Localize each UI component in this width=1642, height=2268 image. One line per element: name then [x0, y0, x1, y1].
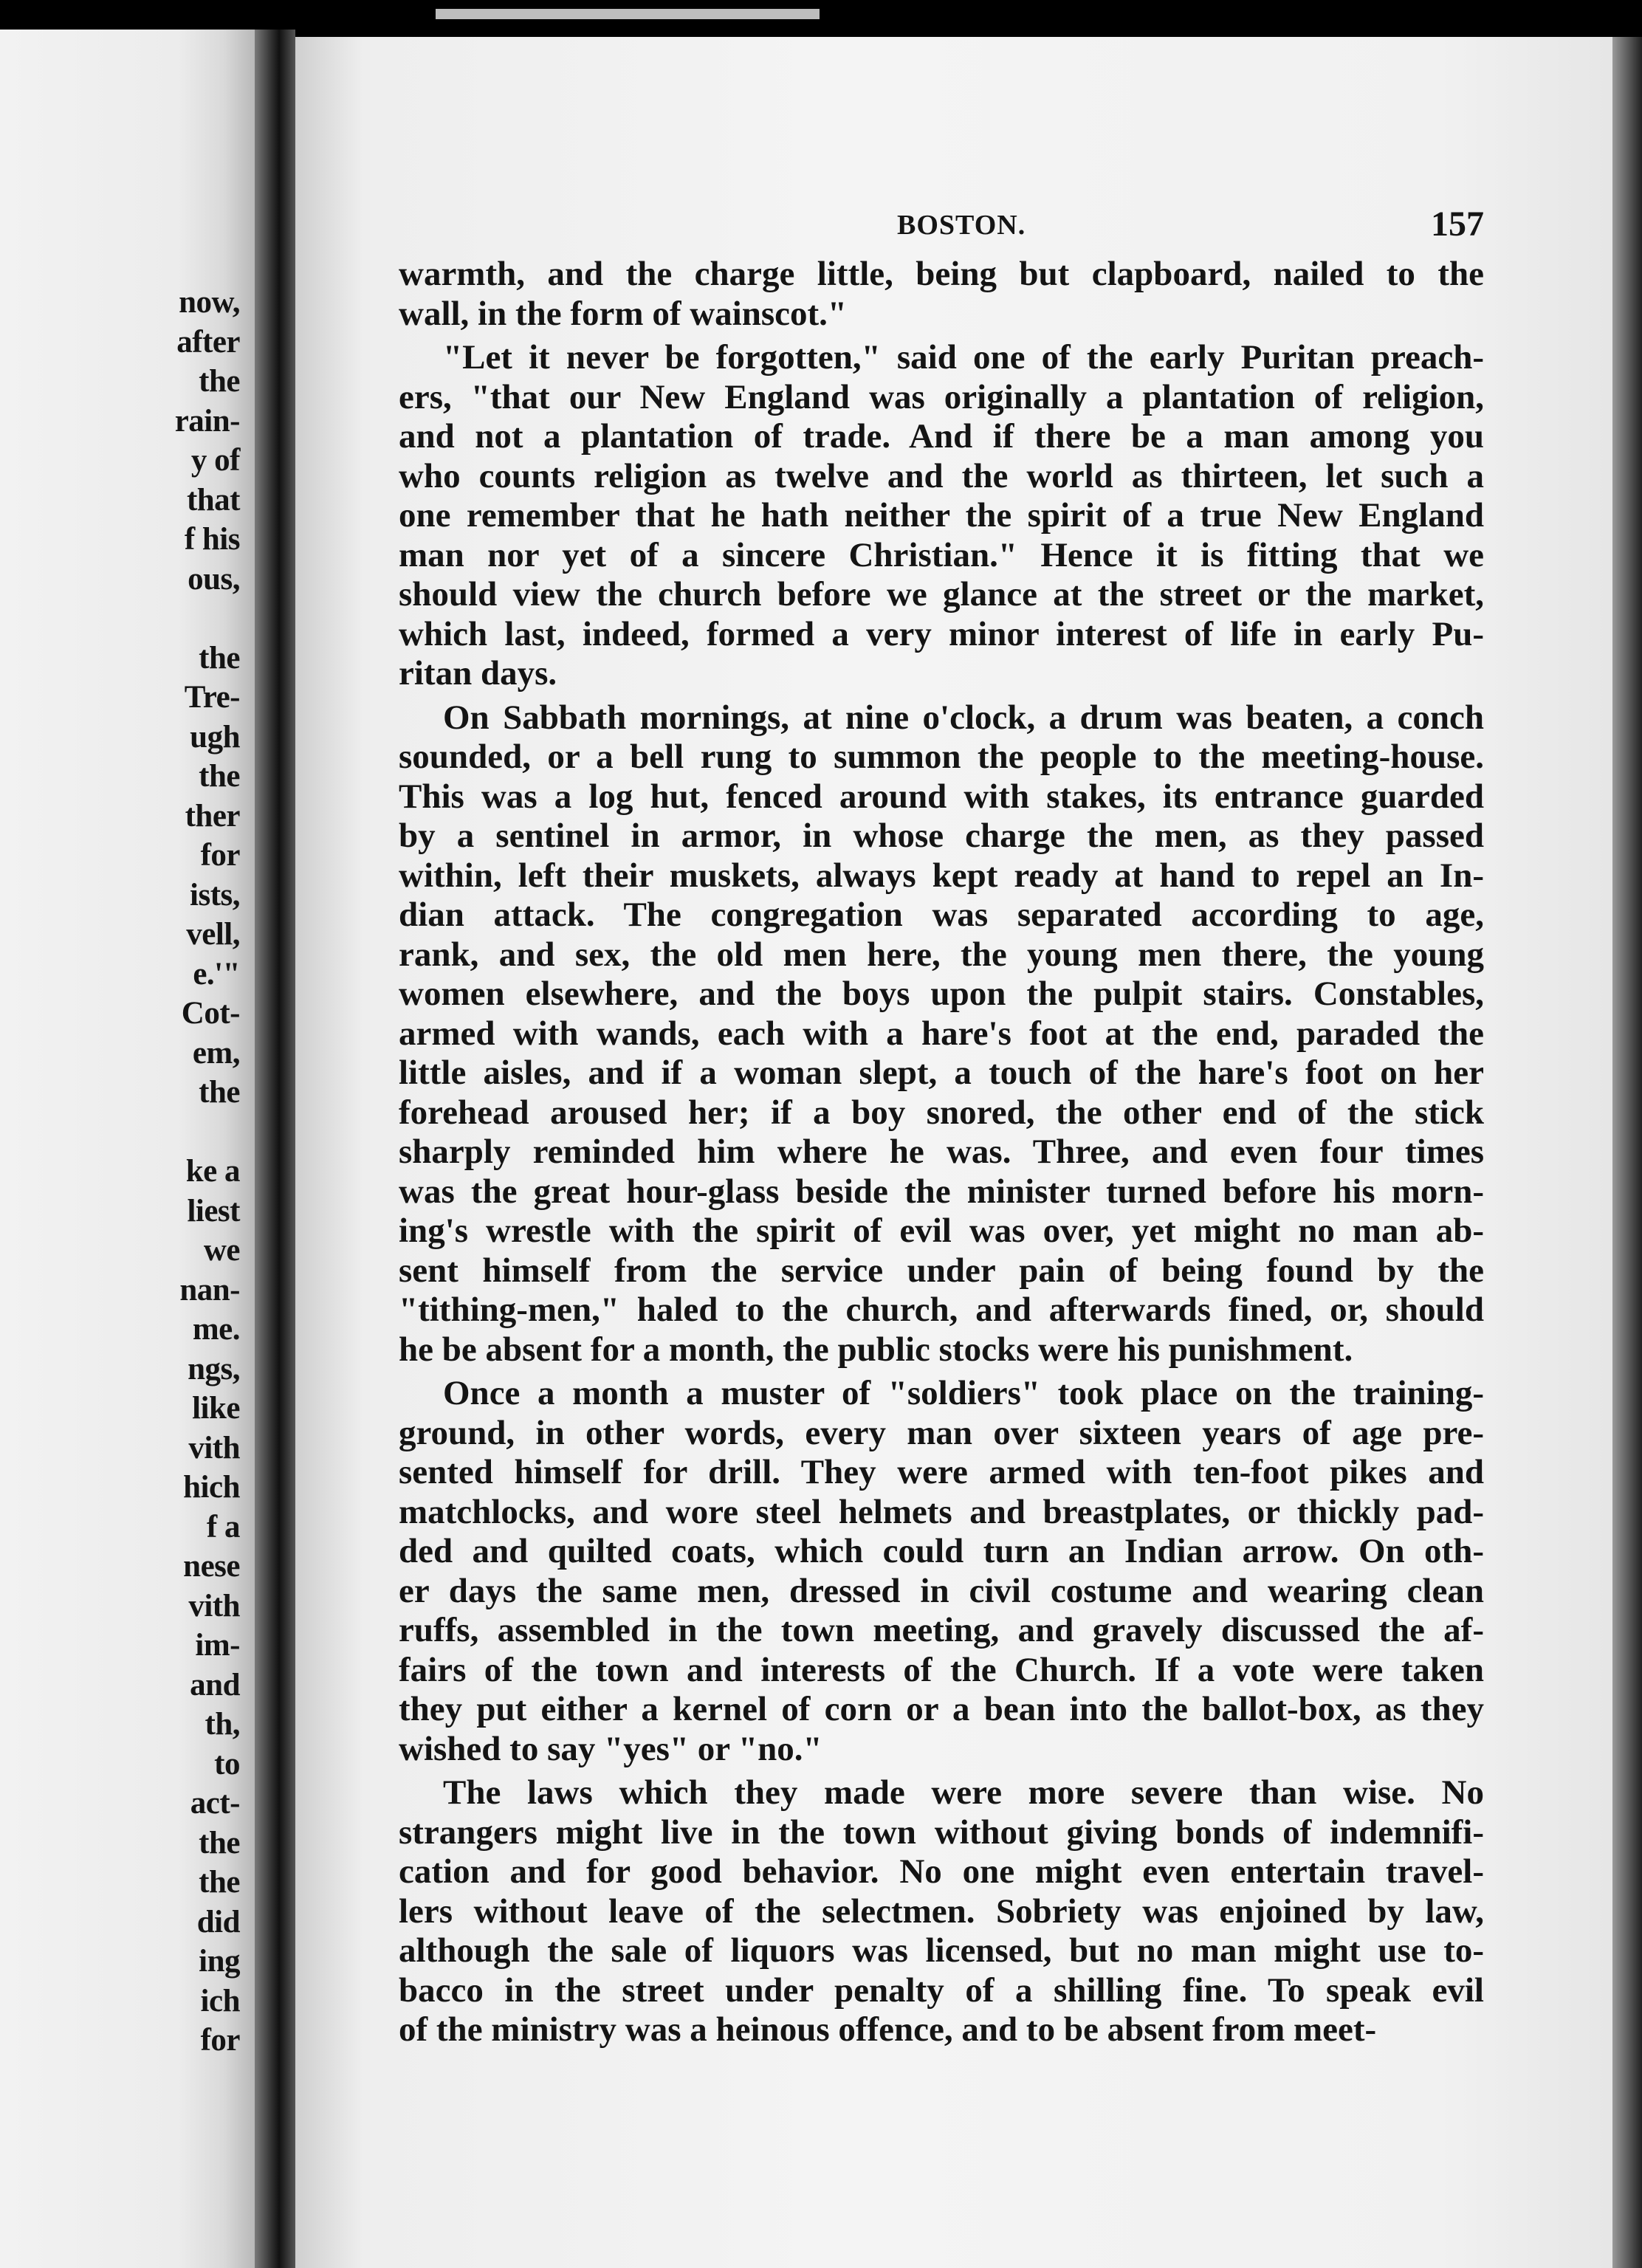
text-line: ruffs, assembled in the town meeting, and gravely discussed the af-	[399, 1611, 1484, 1649]
text-line: armed with wands, each with a hare's foot at the end, paraded the	[399, 1014, 1484, 1053]
facing-page-line: to	[214, 1746, 240, 1781]
text-line: by a sentinel in armor, in whose charge the men, as they passed	[399, 817, 1484, 855]
facing-page-line: nan-	[179, 1272, 240, 1307]
facing-page-line: act-	[190, 1786, 240, 1821]
facing-page-line: vith	[188, 1588, 240, 1623]
text-line: fairs of the town and interests of the Church. If a vote were taken	[399, 1650, 1484, 1689]
text-line: wall, in the form of wainscot."	[399, 294, 848, 333]
book-gutter	[255, 30, 295, 2268]
paragraph	[399, 255, 1484, 334]
text-line: "tithing-men," haled to the church, and afterwards fined, or, should	[399, 1291, 1484, 1329]
facing-page-line: the	[199, 1865, 240, 1900]
text-line: This was a log hut, fenced around with stakes, its entrance guarded	[399, 777, 1484, 816]
facing-page-line: ke a	[185, 1154, 240, 1189]
text-line: ing's wrestle with the spirit of evil was over, yet might no man ab-	[399, 1212, 1484, 1250]
text-line: one remember that he hath neither the spirit of a true New England	[399, 496, 1484, 535]
facing-page-line: vith	[188, 1430, 240, 1465]
facing-page-line: f a	[206, 1509, 240, 1544]
facing-page-line: ugh	[190, 719, 240, 755]
facing-page-line: em,	[192, 1035, 240, 1071]
page-edge-shadow	[1612, 37, 1642, 2268]
text-line: who counts religion as twelve and the world as thirteen, let such a	[399, 456, 1484, 495]
facing-page-line: e.'"	[193, 956, 240, 992]
facing-page-line: the	[199, 364, 240, 399]
text-line: ded and quilted coats, which could turn an Indian arrow. On oth-	[399, 1532, 1484, 1570]
facing-page-line: ous,	[188, 561, 240, 597]
facing-page-line: did	[196, 1904, 240, 1939]
body-text	[399, 255, 1484, 2050]
facing-page-left	[0, 30, 255, 2268]
text-line: lers without leave of the selectmen. Sobriety was enjoined by law,	[399, 1891, 1484, 1931]
facing-page-line: y of	[190, 443, 240, 478]
facing-page-line: like	[192, 1391, 240, 1426]
text-line: bacco in the street under penalty of a shilling fine. To speak evil	[399, 1970, 1484, 2010]
facing-page-line: the	[199, 1825, 240, 1860]
text-line: ritan days.	[399, 654, 557, 693]
facing-page-line: im-	[195, 1628, 240, 1663]
text-line: they put either a kernel of corn or a bean into the ballot-box, as they	[399, 1690, 1484, 1728]
paragraph	[399, 1773, 1484, 2050]
top-scan-artifact	[436, 9, 820, 19]
text-line: man nor yet of a sincere Christian." Hence it is fitting that we	[399, 535, 1484, 574]
text-line: he be absent for a month, the public stocks were his punishment.	[399, 1330, 1353, 1369]
text-line: "Let it never be forgotten," said one of the early Puritan preach-	[443, 338, 1484, 377]
page-number: 157	[1431, 205, 1484, 244]
facing-page-line: ich	[200, 1983, 240, 2018]
text-line: sharply reminded him where he was. Three, and even four times	[399, 1133, 1484, 1171]
text-line: matchlocks, and wore steel helmets and breastplates, or thickly pad-	[399, 1492, 1484, 1531]
text-line: of the ministry was a heinous offence, and to be absent from meet-	[399, 2010, 1377, 2049]
facing-page-line: ing	[199, 1944, 240, 1979]
text-line: cation and for good behavior. No one might even entertain travel-	[399, 1852, 1484, 1891]
facing-page-line: the	[199, 759, 240, 794]
text-line: sent himself from the service under pain of being found by the	[399, 1251, 1484, 1290]
text-line: strangers might live in the town without giving bonds of indemnifi-	[399, 1812, 1484, 1852]
facing-page-line: Cot-	[181, 996, 240, 1031]
text-line: ers, "that our New England was originally a plantation of religion,	[399, 377, 1484, 416]
text-line: warmth, and the charge little, being but clapboard, nailed to the	[399, 255, 1484, 293]
text-line: rank, and sex, the old men here, the young men there, the young	[399, 935, 1484, 974]
text-line: ground, in other words, every man over sixteen years of age pre-	[399, 1413, 1484, 1452]
text-line: forehead aroused her; if a boy snored, the other end of the stick	[399, 1093, 1484, 1132]
text-line: On Sabbath mornings, at nine o'clock, a drum was beaten, a conch	[443, 698, 1484, 737]
facing-page-line: and	[190, 1667, 240, 1702]
text-line: should view the church before we glance at the street or the market,	[399, 575, 1484, 614]
text-line: and not a plantation of trade. And if there be a man among you	[399, 417, 1484, 456]
running-head: BOSTON.	[897, 210, 1026, 241]
facing-page-line: ngs,	[188, 1351, 240, 1386]
facing-page-line: the	[199, 640, 240, 676]
paragraph	[399, 698, 1484, 1370]
facing-page-line: f his	[184, 522, 240, 557]
facing-page-line: after	[176, 324, 240, 360]
facing-page-line: hich	[183, 1470, 240, 1505]
facing-page-line: ther	[185, 798, 240, 834]
facing-page-line: nese	[183, 1549, 240, 1584]
text-line: little aisles, and if a woman slept, a touch of the hare's foot on her	[399, 1054, 1484, 1092]
facing-page-line: rain-	[174, 403, 240, 439]
facing-page-line: for	[200, 838, 240, 873]
paragraph	[399, 1374, 1484, 1769]
facing-page-line: ists,	[190, 877, 240, 913]
facing-page-line: me.	[192, 1312, 240, 1347]
facing-page-line: liest	[187, 1193, 240, 1228]
paragraph	[399, 338, 1484, 694]
facing-page-line: we	[203, 1233, 240, 1268]
facing-page-line: Tre-	[184, 680, 240, 715]
text-line: wished to say "yes" or "no."	[399, 1729, 822, 1768]
text-line: although the sale of liquors was licensed, but no man might use to-	[399, 1931, 1484, 1970]
text-line: women elsewhere, and the boys upon the pulpit stairs. Constables,	[399, 975, 1484, 1013]
facing-page-line: th,	[205, 1707, 240, 1742]
text-line: The laws which they made were more severe than wise. No	[443, 1773, 1484, 1812]
text-line: sented himself for drill. They were armed with ten-foot pikes and	[399, 1453, 1484, 1491]
text-line: sounded, or a bell rung to summon the people to the meeting-house.	[399, 738, 1484, 776]
text-line: was the great hour-glass beside the minister turned before his morn-	[399, 1172, 1484, 1211]
facing-page-line: the	[199, 1075, 240, 1110]
text-line: which last, indeed, formed a very minor interest of life in early Pu-	[399, 614, 1484, 653]
facing-page-line: now,	[179, 285, 240, 320]
text-line: er days the same men, dressed in civil costume and wearing clean	[399, 1571, 1484, 1610]
facing-page-line: that	[186, 482, 240, 518]
text-line: dian attack. The congregation was separated according to age,	[399, 896, 1484, 934]
facing-page-line: for	[200, 2023, 240, 2058]
text-line: within, left their muskets, always kept ready at hand to repel an In-	[399, 856, 1484, 895]
facing-page-line: vell,	[186, 917, 240, 952]
text-line: Once a month a muster of "soldiers" took place on the training-	[443, 1374, 1484, 1412]
